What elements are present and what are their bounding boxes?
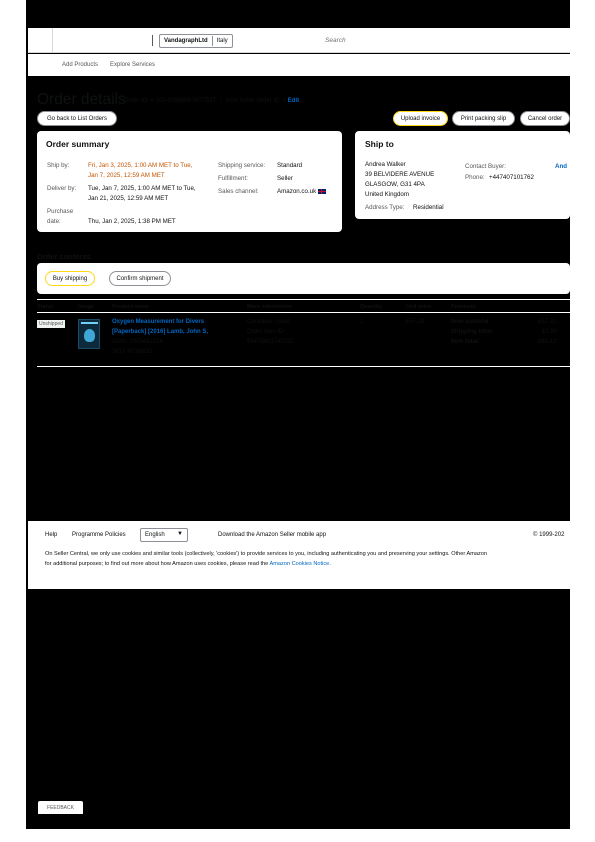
uk-flag-icon bbox=[318, 189, 326, 194]
cancel-order-button[interactable]: Cancel order bbox=[520, 111, 570, 126]
nav-explore-services[interactable]: Explore Services bbox=[110, 62, 156, 68]
language-select[interactable] bbox=[140, 528, 188, 542]
seller-order-id: Your Seller Order ID: # bbox=[225, 98, 287, 104]
header-separator bbox=[152, 35, 153, 46]
product-image[interactable] bbox=[78, 319, 100, 349]
item-quantity: 1 bbox=[360, 319, 364, 325]
ship-to-title: Ship to bbox=[365, 139, 394, 149]
chevron-down-icon: ▼ bbox=[177, 531, 183, 537]
product-name-link-1[interactable]: Oxygen Measurement for Divers bbox=[112, 319, 205, 325]
deliver-by-value-1: Tue, Jan 7, 2025, 1:00 AM MET to Tue, bbox=[88, 185, 196, 192]
store-switcher[interactable] bbox=[159, 34, 233, 48]
order-meta: Order ID: # 202-6268698-0077537 | Your Seller Order ID: # Edit bbox=[124, 98, 300, 104]
ship-to-address-1: 39 BELVIDERE AVENUE bbox=[365, 171, 435, 178]
ship-by-value-1: Fri, Jan 3, 2025, 1:00 AM MET to Tue, bbox=[88, 162, 193, 169]
footer-policies-link[interactable]: Programme Policies bbox=[72, 532, 126, 538]
item-total-label: Item total: bbox=[451, 339, 480, 345]
footer-help-link[interactable]: Help bbox=[45, 532, 58, 538]
sales-channel-label: Sales channel: bbox=[218, 188, 259, 195]
subtotal-label: Item subtotal: bbox=[451, 319, 491, 325]
header-divider bbox=[52, 28, 53, 53]
order-actions-card bbox=[37, 263, 570, 294]
subtotal-value: £57.33 bbox=[538, 319, 557, 325]
cookie-notice bbox=[45, 550, 570, 569]
nav-add-products[interactable]: Add Products bbox=[62, 62, 99, 68]
col-proceeds: Proceeds bbox=[451, 304, 476, 310]
ship-to-address-2: GLASGOW, G31 4PA bbox=[365, 181, 425, 188]
col-unit-price: Unit price bbox=[406, 304, 432, 310]
col-more-information: More information bbox=[247, 304, 292, 310]
col-product-name: Product name bbox=[112, 304, 149, 310]
upload-invoice-button[interactable]: Upload invoice bbox=[393, 111, 448, 126]
status-badge: Unshipped bbox=[39, 321, 63, 327]
page-frame bbox=[26, 0, 570, 829]
confirm-shipment-button[interactable]: Confirm shipment bbox=[109, 271, 171, 286]
purchase-date-value: Thu, Jan 2, 2025, 1:38 PM MET bbox=[88, 217, 176, 225]
diver-figure-icon bbox=[84, 329, 95, 342]
phone-value: +447407101762 bbox=[489, 174, 534, 181]
product-asin: ASIN: 1905492134 bbox=[112, 339, 163, 345]
sales-channel-value bbox=[277, 187, 326, 197]
cookie-text-line-1: On Seller Central, we only use cookies and similar tools (collectively, 'cookies') to provide services to you, including authenticating you and preserving your settings. Other Amazon bbox=[45, 551, 487, 557]
order-id: Order ID: # 202-6268698-0077537 bbox=[124, 98, 217, 104]
deliver-by-label: Deliver by: bbox=[47, 185, 77, 192]
ship-by-value-2: Jan 7, 2025, 12:59 AM MET bbox=[88, 171, 165, 179]
sub-navigation bbox=[28, 54, 570, 76]
purchase-date-label-2: date: bbox=[47, 217, 61, 225]
edit-link[interactable]: Edit bbox=[287, 98, 300, 104]
item-condition: Condition: Used bbox=[247, 319, 290, 325]
fulfillment-label: Fulfillment: bbox=[218, 175, 248, 182]
contact-buyer-label: Contact Buyer: bbox=[465, 163, 506, 170]
fulfillment-value: Seller bbox=[277, 175, 293, 182]
shipping-service-value: Standard bbox=[277, 162, 303, 169]
cookies-notice-link[interactable]: Amazon Cookies Notice. bbox=[269, 560, 331, 567]
col-quantity: Quantity bbox=[360, 304, 383, 310]
col-status: Status bbox=[37, 304, 54, 310]
store-country: Italy bbox=[216, 38, 228, 44]
language-value: English bbox=[145, 532, 165, 538]
item-total-value: £60.13 bbox=[538, 339, 557, 345]
purchase-date-label-1: Purchase bbox=[47, 208, 74, 215]
back-to-orders-button[interactable]: Go back to List Orders bbox=[37, 111, 117, 126]
ship-to-name: Andrea Walker bbox=[365, 161, 406, 168]
page-footer bbox=[28, 521, 570, 589]
shipping-service-label: Shipping service: bbox=[218, 162, 266, 169]
top-header bbox=[28, 28, 570, 53]
address-type-label: Address Type: bbox=[365, 204, 405, 211]
col-image: Image bbox=[78, 304, 94, 310]
order-summary-card bbox=[37, 131, 342, 232]
item-unit-price: £57.33 bbox=[406, 319, 425, 325]
address-type-value: Residential bbox=[413, 204, 444, 211]
shipping-total-label: Shipping total: bbox=[451, 329, 493, 335]
buy-shipping-button[interactable]: Buy shipping bbox=[45, 271, 95, 286]
sales-channel-text: Amazon.co.uk bbox=[277, 188, 317, 195]
ship-to-card bbox=[355, 131, 570, 219]
order-summary-title: Order summary bbox=[46, 139, 110, 149]
cookie-text-line-2 bbox=[45, 560, 570, 570]
store-name: VandagraphLtd bbox=[160, 36, 213, 46]
ship-to-country: United Kingdom bbox=[365, 191, 410, 198]
feedback-button[interactable]: FEEDBACK bbox=[38, 801, 83, 814]
search-input[interactable]: Search bbox=[325, 37, 346, 44]
phone-label: Phone: bbox=[465, 174, 485, 181]
cookie-text-line-2-text: for additional purposes; to find out more about how Amazon uses cookies, please read the bbox=[45, 560, 269, 567]
print-packing-slip-button[interactable]: Print packing slip bbox=[452, 111, 515, 126]
product-sku: SKU: 9TS6633 bbox=[112, 349, 153, 355]
deliver-by-value-2: Jan 21, 2025, 12:59 AM MET bbox=[88, 194, 169, 202]
product-name-link-2[interactable]: [Paperback] [2016] Lamb, John S, bbox=[112, 329, 209, 335]
shipping-total-value: £2.80 bbox=[542, 329, 558, 335]
order-contents-title: Order contents bbox=[37, 252, 91, 261]
mobile-app-link[interactable]: Download the Amazon Seller mobile app bbox=[218, 532, 327, 538]
ship-by-label: Ship by: bbox=[47, 162, 70, 169]
table-row bbox=[37, 314, 570, 367]
copyright-text: © 1999-202 bbox=[533, 532, 565, 538]
order-item-id-label: Order Item ID: bbox=[247, 329, 286, 335]
contact-buyer-link[interactable]: And bbox=[555, 163, 568, 170]
order-item-id-value: 65476603740732 bbox=[247, 339, 294, 345]
page-title: Order details bbox=[37, 91, 126, 108]
cover-title-icon bbox=[81, 322, 98, 324]
order-table-header bbox=[37, 299, 570, 313]
